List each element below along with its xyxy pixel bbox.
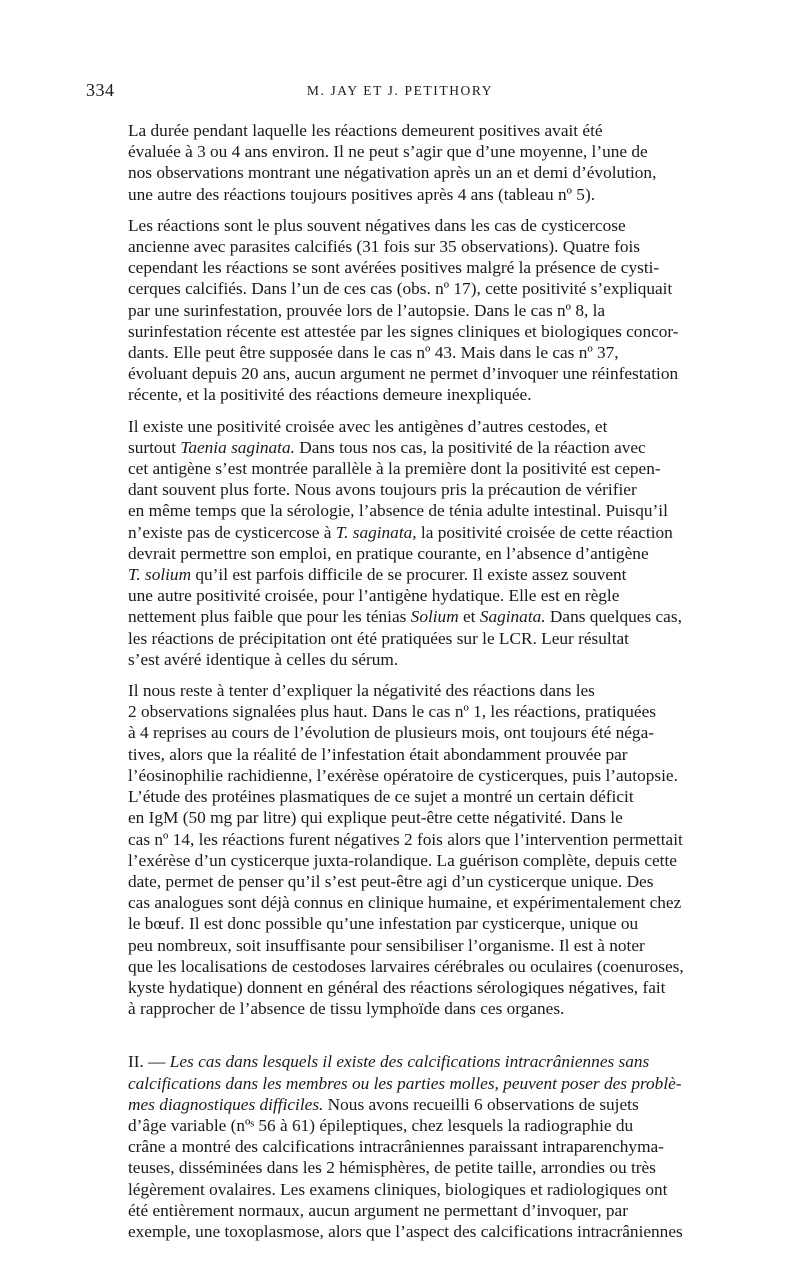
text-segment: La durée pendant laquelle les réactions demeurent positives avait été [128, 121, 603, 140]
text-segment: que les localisations de cestodoses larvaires cérébrales ou oculaires (coenuroses, [128, 956, 684, 976]
text-line [86, 300, 713, 321]
italic-text: T. saginata, [335, 522, 417, 542]
paragraph [86, 215, 713, 406]
text-line [86, 278, 713, 299]
text-line [86, 141, 713, 162]
text-line [86, 522, 713, 543]
text-line [86, 342, 713, 363]
text-segment: en IgM (50 mg par litre) qui explique peut-être cette négativité. Dans le [128, 808, 623, 828]
text-line [86, 871, 713, 892]
text-line [86, 1094, 713, 1115]
text-line [86, 701, 713, 722]
text-line [86, 680, 713, 701]
text-line [86, 786, 713, 807]
text-segment: exemple, une toxoplasmose, alors que l’aspect des calcifications intracrâniennes [128, 1221, 683, 1241]
text-segment: d’âge variable (nºˢ 56 à 61) épileptiques, chez lesquels la radiographie du [128, 1115, 634, 1135]
text-line [86, 363, 713, 384]
text-segment: Il nous reste à tenter d’expliquer la négativité des réactions dans les [128, 681, 595, 701]
text-line [86, 649, 713, 670]
text-segment: qu’il est parfois difficile de se procurer. Il existe assez souvent [191, 565, 627, 585]
text-line [86, 1221, 713, 1242]
text-line [86, 998, 713, 1019]
text-line [86, 606, 713, 627]
text-line [86, 956, 713, 977]
text-segment: évoluant depuis 20 ans, aucun argument ne permet d’invoquer une réinfestation [128, 364, 679, 384]
text-line [86, 935, 713, 956]
italic-text: Taenia saginata. [180, 437, 295, 457]
text-segment: nos observations montrant une négativation après un an et demi d’évolution, [128, 163, 657, 183]
text-segment: une autre positivité croisée, pour l’antigène hydatique. Elle est en règle [128, 586, 620, 606]
text-line [86, 1200, 713, 1221]
text-line [86, 437, 713, 458]
text-segment: légèrement ovalaires. Les examens cliniques, biologiques et radiologiques ont [128, 1179, 668, 1199]
text-segment: récente, et la positivité des réactions demeure inexpliquée. [128, 385, 532, 405]
text-line [86, 977, 713, 998]
italic-text: T. solium [128, 565, 192, 585]
text-segment: s’est avéré identique à celles du sérum. [128, 649, 399, 669]
text-segment: été entièrement normaux, aucun argument ne permettant d’invoquer, par [128, 1200, 628, 1220]
text-line [86, 892, 713, 913]
text-segment: la positivité croisée de cette réaction [416, 522, 673, 542]
text-line [86, 1157, 713, 1178]
section-paragraph [86, 1051, 713, 1242]
text-segment: L’étude des protéines plasmatiques de ce sujet a montré un certain déficit [128, 787, 634, 807]
text-segment: teuses, disséminées dans les 2 hémisphères, de petite taille, arrondies ou très [128, 1158, 656, 1178]
text-line [86, 321, 713, 342]
text-line [86, 765, 713, 786]
text-line [86, 184, 713, 205]
text-line [86, 215, 713, 236]
text-line [86, 257, 713, 278]
text-line [86, 564, 713, 585]
text-segment: dant souvent plus forte. Nous avons toujours pris la précaution de vérifier [128, 480, 637, 500]
text-segment: II. — [128, 1052, 170, 1072]
text-segment: Dans tous nos cas, la positivité de la réaction avec [294, 437, 646, 457]
text-segment: Il existe une positivité croisée avec les antigènes d’autres cestodes, et [128, 416, 608, 436]
body-text [86, 120, 713, 1252]
text-segment: nettement plus faible que pour les ténias [128, 607, 411, 627]
italic-text: mes diagnostiques difficiles. [128, 1094, 324, 1114]
text-segment: peu nombreux, soit insuffisante pour sensibiliser l’organisme. Il est à noter [128, 935, 645, 955]
text-segment: l’exérèse d’un cysticerque juxta-rolandique. La guérison complète, depuis cette [128, 850, 677, 870]
text-segment: Nous avons recueilli 6 observations de sujets [323, 1094, 639, 1114]
text-line [86, 829, 713, 850]
text-segment: surtout [128, 437, 181, 457]
italic-text: calcifications dans les membres ou les parties molles, peuvent poser des problè- [128, 1073, 682, 1093]
text-segment: date, permet de penser qu’il s’est peut-être agi d’un cysticerque unique. Des [128, 871, 654, 891]
text-segment: cas analogues sont déjà connus en clinique humaine, et expérimentalement chez [128, 893, 682, 913]
text-segment: cet antigène s’est montrée parallèle à la première dont la positivité est cepen- [128, 459, 661, 479]
italic-text: Saginata. [479, 607, 546, 627]
paragraph [86, 680, 713, 1019]
text-segment: ancienne avec parasites calcifiés (31 fois sur 35 observations). Quatre fois [128, 237, 641, 257]
text-line [86, 543, 713, 564]
text-line [86, 628, 713, 649]
text-segment: kyste hydatique) donnent en général des réactions sérologiques négatives, fait [128, 977, 666, 997]
text-segment: évaluée à 3 ou 4 ans environ. Il ne peut s’agir que d’une moyenne, l’une de [128, 142, 648, 162]
text-segment: devrait permettre son emploi, en pratique courante, en l’absence d’antigène [128, 543, 649, 563]
italic-text: Les cas dans lesquels il existe des calcifications intracrâniennes sans [169, 1052, 650, 1072]
text-line [86, 416, 713, 437]
text-line [86, 913, 713, 934]
text-segment: à 4 reprises au cours de l’évolution de plusieurs mois, ont toujours été néga- [128, 723, 654, 743]
text-line [86, 1179, 713, 1200]
text-line [86, 744, 713, 765]
text-line [86, 236, 713, 257]
text-segment: et [458, 607, 480, 627]
text-segment: crâne a montré des calcifications intracrâniennes paraissant intraparenchyma- [128, 1137, 664, 1157]
text-line [86, 458, 713, 479]
text-segment: les réactions de précipitation ont été pratiquées sur le LCR. Leur résultat [128, 628, 629, 648]
text-line [86, 384, 713, 405]
page-number: 334 [86, 80, 115, 100]
text-segment: surinfestation récente est attestée par les signes cliniques et biologiques concor- [128, 321, 679, 341]
italic-text: Solium [410, 607, 459, 627]
text-segment: en même temps que la sérologie, l’absence de ténia adulte intestinal. Puisqu’il [128, 501, 668, 521]
text-segment: n’existe pas de cysticercose à [128, 522, 336, 542]
text-line [86, 120, 713, 141]
text-line [86, 807, 713, 828]
paragraph [86, 416, 713, 670]
text-segment: le bœuf. Il est donc possible qu’une infestation par cysticerque, unique ou [128, 914, 639, 934]
text-line [86, 162, 713, 183]
text-line [86, 585, 713, 606]
text-segment: l’éosinophilie rachidienne, l’exérèse opératoire de cysticerques, puis l’autopsie. [128, 765, 678, 785]
text-line [86, 1136, 713, 1157]
text-line [86, 1115, 713, 1136]
text-line [86, 500, 713, 521]
text-segment: dants. Elle peut être supposée dans le cas nº 43. Mais dans le cas nº 37, [128, 343, 619, 363]
text-segment: cerques calcifiés. Dans l’un de ces cas (obs. nº 17), cette positivité s’expliquait [128, 279, 673, 299]
text-line [86, 1051, 713, 1072]
text-segment: une autre des réactions toujours positives après 4 ans (tableau nº 5). [128, 184, 596, 204]
text-segment: par une surinfestation, prouvée lors de l’autopsie. Dans le cas nº 8, la [128, 300, 606, 320]
page-header [86, 80, 714, 106]
running-title: M. JAY ET J. PETITHORY [306, 83, 494, 98]
text-segment: cependant les réactions se sont avérées positives malgré la présence de cysti- [128, 258, 660, 278]
text-segment: 2 observations signalées plus haut. Dans le cas nº 1, les réactions, pratiquées [128, 702, 656, 722]
text-line [86, 722, 713, 743]
text-line [86, 850, 713, 871]
text-line [86, 1073, 713, 1094]
text-segment: à rapprocher de l’absence de tissu lymphoïde dans ces organes. [128, 999, 565, 1019]
paragraph [86, 120, 713, 205]
text-segment: cas nº 14, les réactions furent négatives 2 fois alors que l’intervention permettait [128, 829, 683, 849]
text-line [86, 479, 713, 500]
text-segment: Dans quelques cas, [545, 607, 682, 627]
text-segment: Les réactions sont le plus souvent négatives dans les cas de cysticercose [128, 215, 626, 235]
text-segment: tives, alors que la réalité de l’infestation était abondamment prouvée par [128, 744, 628, 764]
